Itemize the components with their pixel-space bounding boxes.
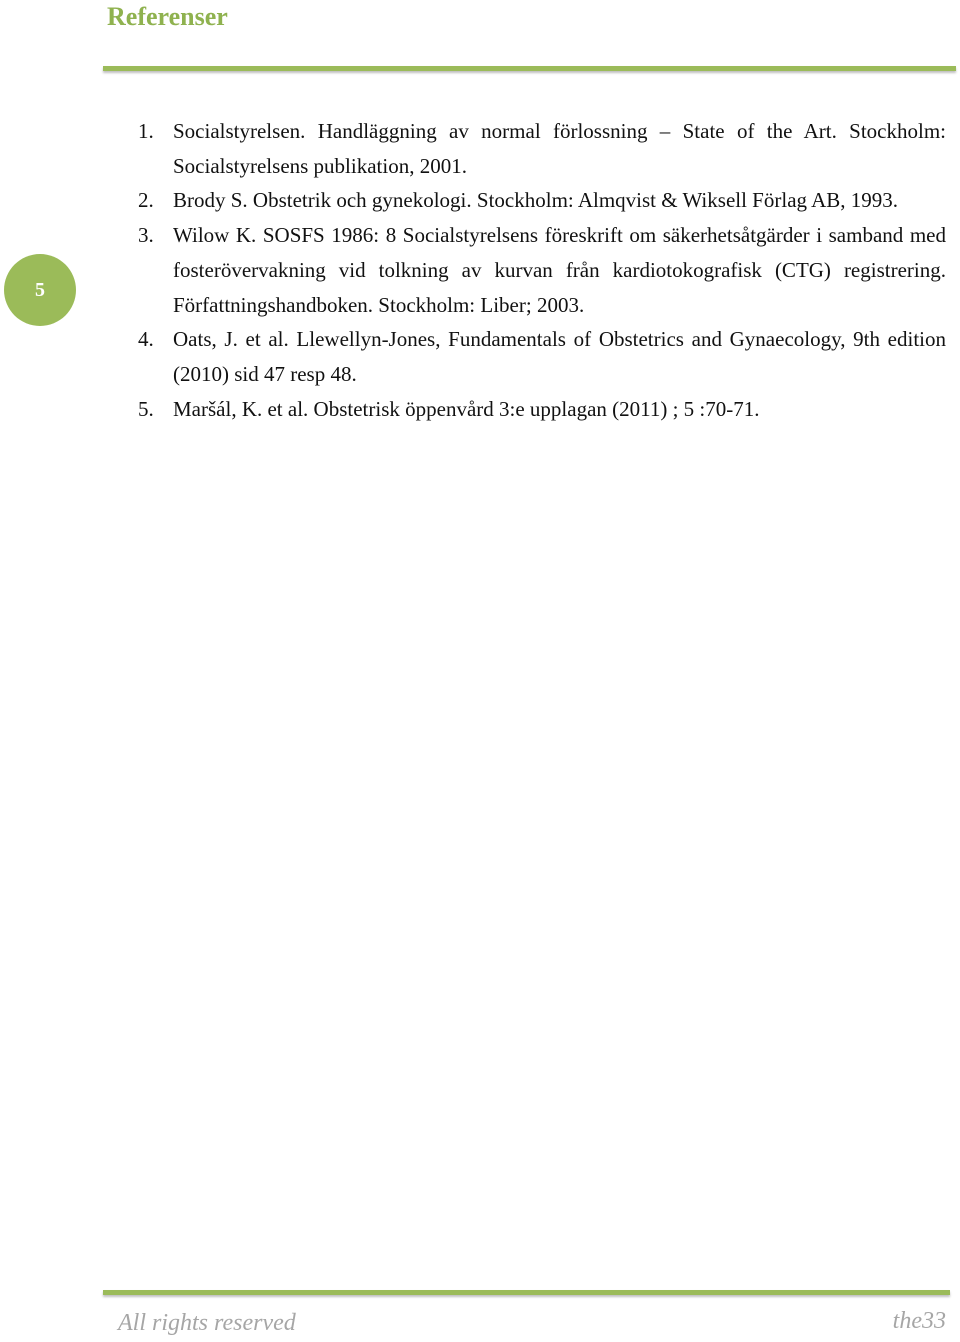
reference-item bbox=[138, 218, 946, 322]
reference-item bbox=[138, 392, 946, 427]
reference-text: Socialstyrelsen. Handläggning av normal förlossning – State of the Art. Stockholm: Socialstyrelsens publikation, 2001. bbox=[173, 119, 946, 178]
reference-text: Wilow K. SOSFS 1986: 8 Socialstyrelsens föreskrift om säkerhetsåtgärder i samband med fosterövervakning vid tolkning av kurvan från kardiotokografisk (CTG) registrering. Författningshandboken. Stockholm: Liber; 2003. bbox=[173, 223, 946, 317]
reference-number: 3. bbox=[138, 223, 154, 248]
reference-number: 2. bbox=[138, 188, 154, 213]
page-heading: Referenser bbox=[107, 2, 228, 31]
footer-copyright: All rights reserved bbox=[118, 1310, 296, 1336]
reference-number: 1. bbox=[138, 119, 154, 143]
reference-item bbox=[138, 183, 946, 218]
reference-item bbox=[138, 114, 946, 183]
reference-text: Oats, J. et al. Llewellyn-Jones, Fundamentals of Obstetrics and Gynaecology, 9th edition (2010) sid 47 resp 48. bbox=[173, 327, 946, 386]
page-number: 5 bbox=[35, 278, 45, 301]
reference-number: 5. bbox=[138, 396, 154, 421]
reference-number: 4. bbox=[138, 327, 154, 352]
footer-divider bbox=[103, 1290, 950, 1295]
page-number-badge bbox=[4, 254, 76, 326]
reference-list bbox=[138, 114, 946, 426]
reference-text: Brody S. Obstetrik och gynekologi. Stockholm: Almqvist & Wiksell Förlag AB, 1993. bbox=[173, 188, 899, 213]
footer-brand: the33 bbox=[892, 1308, 946, 1334]
reference-item bbox=[138, 322, 946, 391]
header-divider bbox=[103, 66, 956, 71]
reference-text: Maršál, K. et al. Obstetrisk öppenvård 3:e upplagan (2011) ; 5 :70-71. bbox=[173, 396, 760, 421]
